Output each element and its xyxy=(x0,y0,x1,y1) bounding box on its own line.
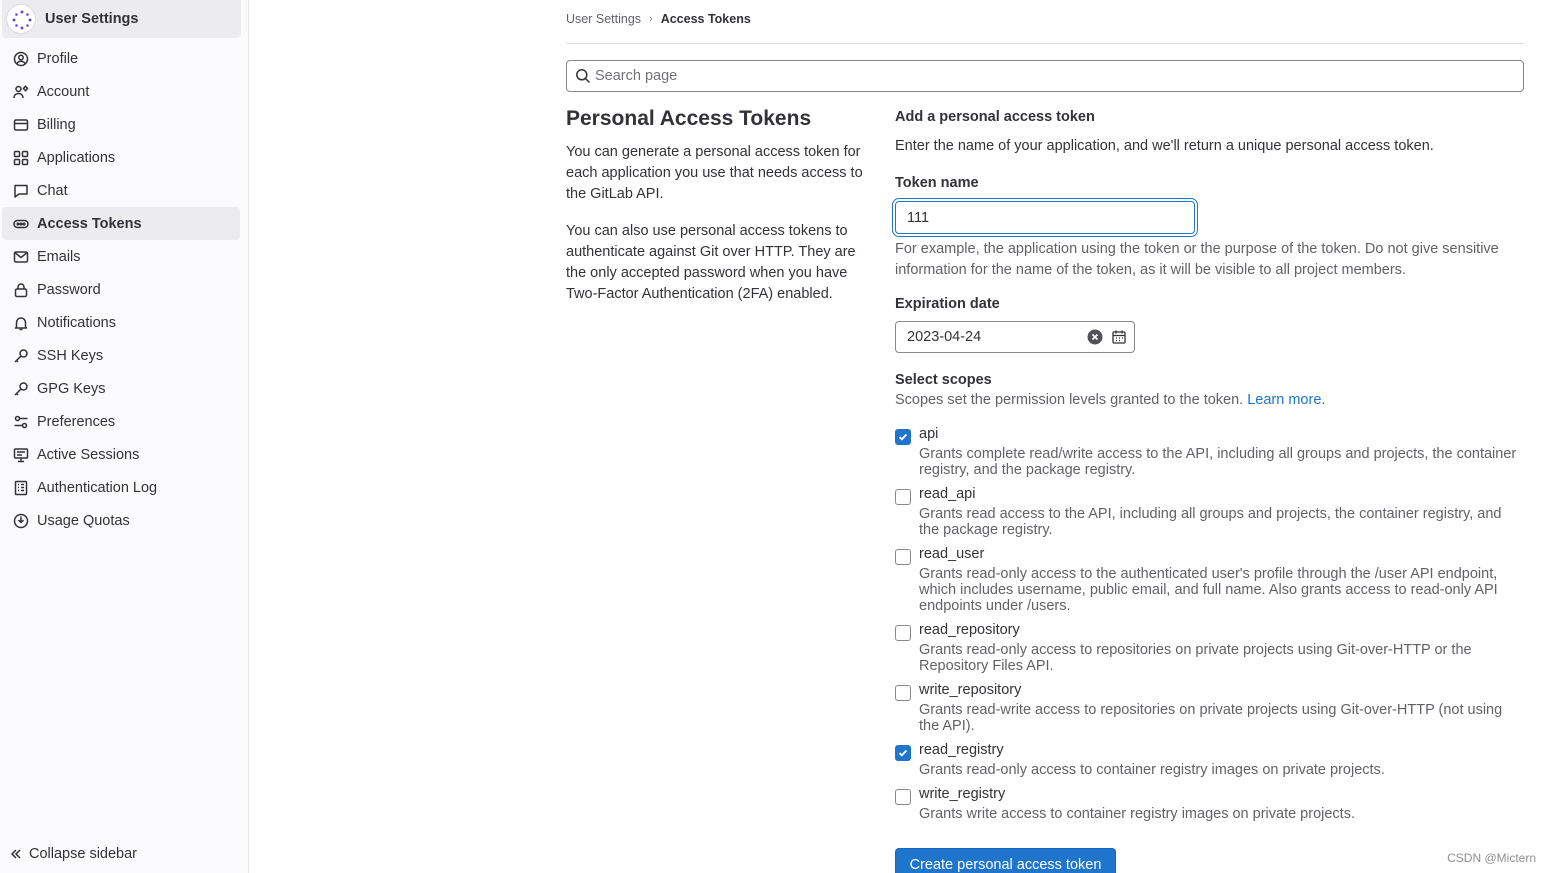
applications-icon xyxy=(13,150,29,166)
intro-paragraph-1: You can generate a personal access token for each application you use that needs access to the GitLab API. xyxy=(566,144,863,202)
profile-icon xyxy=(13,51,29,67)
token-name-input[interactable] xyxy=(895,201,1195,234)
scope-name: read_repository xyxy=(919,622,1020,638)
sidebar-item-account[interactable] xyxy=(2,75,240,108)
sidebar-item-label: Password xyxy=(37,281,101,298)
sidebar-item-label: Usage Quotas xyxy=(37,512,130,529)
sidebar-item-profile[interactable] xyxy=(2,42,240,75)
monitor-icon xyxy=(13,447,29,463)
scope-name: read_api xyxy=(919,486,976,502)
scopes-description xyxy=(895,392,1325,408)
expiration-date-input[interactable] xyxy=(907,329,1077,345)
sidebar-item-ssh-keys[interactable] xyxy=(2,339,240,372)
scope-read-user-checkbox[interactable] xyxy=(895,549,911,565)
scope-description: Grants read-only access to container registry images on private projects. xyxy=(919,762,1385,778)
sidebar-item-gpg-keys[interactable] xyxy=(2,372,240,405)
scope-description: Grants read-only access to repositories on private projects using Git-over-HTTP or the Repository Files API. xyxy=(919,642,1472,674)
scope-read-repository-checkbox[interactable] xyxy=(895,625,911,641)
sidebar-title: User Settings xyxy=(45,11,139,27)
sidebar-item-label: Authentication Log xyxy=(37,479,158,496)
collapse-sidebar-label: Collapse sidebar xyxy=(29,846,138,862)
create-token-button[interactable]: Create personal access token xyxy=(895,848,1116,873)
breadcrumb-chevron-icon: › xyxy=(649,13,653,25)
scope-description: Grants write access to container registry images on private projects. xyxy=(919,806,1355,822)
intro-paragraph-2: You can also use personal access tokens to authenticate against Git over HTTP. They are the only accepted password when you have Two-Factor Authentication (2FA) enabled. xyxy=(566,223,856,302)
scope-name: read_registry xyxy=(919,742,1004,758)
select-scopes-label: Select scopes xyxy=(895,372,992,388)
scope-description: Grants read access to the API, including all groups and projects, the container registry, and the package registry. xyxy=(919,506,1502,538)
sidebar-item-label: Notifications xyxy=(37,314,116,331)
token-icon xyxy=(13,216,29,232)
collapse-sidebar-button[interactable] xyxy=(8,846,137,862)
sidebar-item-label: Profile xyxy=(37,50,79,67)
token-name-label: Token name xyxy=(895,175,979,191)
learn-more-link[interactable]: Learn more. xyxy=(1247,392,1326,408)
sidebar-item-notifications[interactable] xyxy=(2,306,240,339)
user-avatar-icon xyxy=(6,4,36,34)
watermark: CSDN @Mictern xyxy=(1447,851,1536,865)
sidebar-item-active-sessions[interactable] xyxy=(2,438,240,471)
scope-name: read_user xyxy=(919,546,985,562)
scope-read-registry-checkbox[interactable] xyxy=(895,745,911,761)
scope-name: write_registry xyxy=(919,786,1006,802)
calendar-icon[interactable] xyxy=(1111,329,1127,345)
sidebar-item-usage-quotas[interactable] xyxy=(2,504,240,537)
sidebar-item-label: Billing xyxy=(37,116,76,133)
sidebar-item-label: Access Tokens xyxy=(37,215,142,232)
billing-icon xyxy=(13,117,29,133)
scope-write-registry-checkbox[interactable] xyxy=(895,789,911,805)
sidebar-header[interactable] xyxy=(2,0,241,38)
form-heading: Add a personal access token xyxy=(895,109,1095,125)
quota-icon xyxy=(13,513,29,529)
breadcrumb xyxy=(566,12,751,26)
sidebar-item-label: Active Sessions xyxy=(37,446,140,463)
account-icon xyxy=(13,84,29,100)
bell-icon xyxy=(13,315,29,331)
sidebar-item-label: Account xyxy=(37,83,90,100)
sidebar xyxy=(0,0,249,873)
sidebar-item-password[interactable] xyxy=(2,273,240,306)
search-icon xyxy=(575,68,591,84)
scope-name: api xyxy=(919,426,939,442)
preferences-icon xyxy=(13,414,29,430)
sidebar-item-label: Chat xyxy=(37,182,68,199)
scope-description: Grants complete read/write access to the API, including all groups and projects, the container registry, and the package registry. xyxy=(919,446,1517,478)
scope-write-repository-checkbox[interactable] xyxy=(895,685,911,701)
sidebar-item-label: Emails xyxy=(37,248,81,265)
token-name-help: For example, the application using the token or the purpose of the token. Do not give sensitive information for the name of the token, as it will be visible to all project members. xyxy=(895,241,1499,278)
sidebar-item-authentication-log[interactable] xyxy=(2,471,240,504)
sidebar-nav xyxy=(2,42,240,537)
scopes-description-text: Scopes set the permission levels granted to the token. xyxy=(895,392,1244,408)
lock-icon xyxy=(13,282,29,298)
key-icon xyxy=(13,348,29,364)
clear-date-icon[interactable] xyxy=(1087,329,1103,345)
log-icon xyxy=(13,480,29,496)
scope-description: Grants read-only access to the authenticated user's profile through the /user API endpoint, which includes username, public email, and full name. Also grants access to read-only API endpoints under /users. xyxy=(919,566,1498,614)
chat-icon xyxy=(13,183,29,199)
sidebar-item-access-tokens[interactable] xyxy=(2,207,240,240)
expiration-date-label: Expiration date xyxy=(895,296,1000,312)
sidebar-item-applications[interactable] xyxy=(2,141,240,174)
email-icon xyxy=(13,249,29,265)
key-icon xyxy=(13,381,29,397)
scope-name: write_repository xyxy=(919,682,1022,698)
sidebar-item-billing[interactable] xyxy=(2,108,240,141)
header-divider xyxy=(566,43,1524,44)
intro-section xyxy=(566,107,866,321)
breadcrumb-parent-link[interactable]: User Settings xyxy=(566,12,642,26)
sidebar-item-preferences[interactable] xyxy=(2,405,240,438)
sidebar-item-emails[interactable] xyxy=(2,240,240,273)
expiration-date-field xyxy=(895,321,1135,353)
scope-description: Grants read-write access to repositories on private projects using Git-over-HTTP (not using the API). xyxy=(919,702,1503,734)
sidebar-item-chat[interactable] xyxy=(2,174,240,207)
sidebar-item-label: Applications xyxy=(37,149,116,166)
search-box xyxy=(566,60,1524,92)
sidebar-item-label: Preferences xyxy=(37,413,116,430)
form-description: Enter the name of your application, and we'll return a unique personal access token. xyxy=(895,138,1434,154)
double-chevron-left-icon xyxy=(8,846,24,862)
breadcrumb-current[interactable]: Access Tokens xyxy=(660,12,751,26)
scope-api-checkbox[interactable] xyxy=(895,429,911,445)
scope-read-api-checkbox[interactable] xyxy=(895,489,911,505)
sidebar-item-label: SSH Keys xyxy=(37,347,104,364)
search-input[interactable] xyxy=(595,68,1495,84)
page-title: Personal Access Tokens xyxy=(566,107,812,130)
sidebar-item-label: GPG Keys xyxy=(37,380,106,397)
